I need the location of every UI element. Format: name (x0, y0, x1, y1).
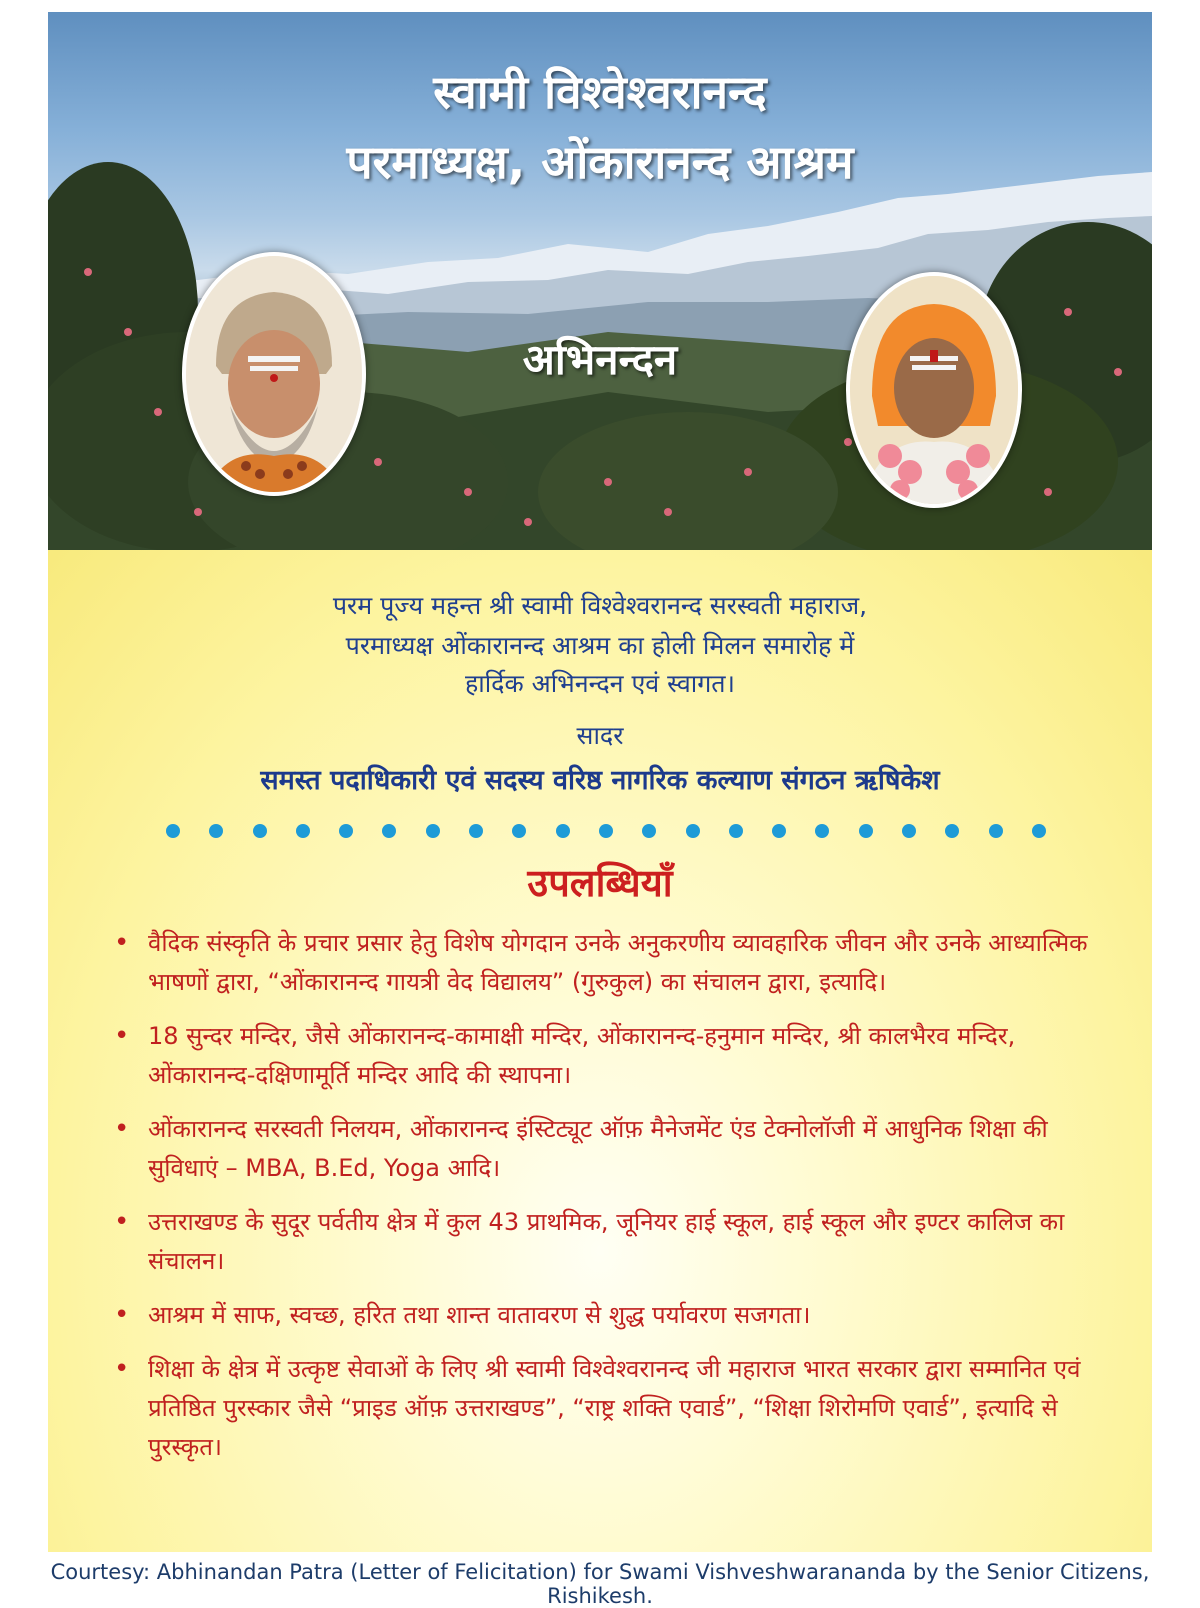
organization-name: समस्त पदाधिकारी एवं सदस्य वरिष्ठ नागरिक कल्याण संगठन ऋषिकेश (260, 765, 940, 796)
divider-dot (902, 824, 916, 838)
divider-dot (209, 824, 223, 838)
divider-dot (469, 824, 483, 838)
divider-dot (729, 824, 743, 838)
achievement-text: 18 सुन्दर मन्दिर, जैसे ओंकारानन्द-कामाक्षी मन्दिर, ओंकारानन्द-हनुमान मन्दिर, श्री कालभैरव मन्दिर, ओंकारानन्द-दक्षिणामूर्ति मन्दिर आदि की स्थापना। (148, 1022, 1016, 1089)
divider-dot (253, 824, 267, 838)
achievements-list (114, 924, 1104, 1482)
list-item (114, 924, 1104, 1002)
divider-dot (859, 824, 873, 838)
greeting-line-3: हार्दिक अभिनन्दन एवं स्वागत। (464, 669, 736, 698)
divider-dot (426, 824, 440, 838)
divider-dot (166, 824, 180, 838)
felicitation-card (48, 12, 1152, 1552)
dotted-divider (166, 824, 1046, 844)
divider-dot (556, 824, 570, 838)
divider-dot (339, 824, 353, 838)
divider-dot (642, 824, 656, 838)
divider-dot (512, 824, 526, 838)
divider-dot (382, 824, 396, 838)
bearded-swami-photo (186, 256, 362, 492)
portrait-swami-right (846, 272, 1022, 508)
divider-dot (815, 824, 829, 838)
banner-title-line1: स्वामी विश्वेश्वरानन्द (433, 65, 767, 119)
divider-dot (772, 824, 786, 838)
list-item (114, 1203, 1104, 1281)
mountain-banner (48, 12, 1152, 550)
list-item (114, 1350, 1104, 1467)
achievement-text: शिक्षा के क्षेत्र में उत्कृष्ट सेवाओं के लिए श्री स्वामी विश्वेश्वरानन्द जी महाराज भारत सरकार द्वारा सम्मानित एवं प्रतिष्ठित पुरस्कार जैसे “प्राइड ऑफ़ उत्तराखण्ड”, “राष्ट्र शक्ति एवार्ड”, “शिक्षा शिरोमणि एवार्ड”, इत्यादि से पुरस्कृत। (148, 1355, 1081, 1461)
portrait-swami-left (182, 252, 366, 496)
greeting-line-2: परमाध्यक्ष ओंकारानन्द आश्रम का होली मिलन समारोह में (345, 631, 855, 660)
sadar-text: सादर (576, 721, 624, 750)
abhinandan-heading: अभिनन्दन (522, 335, 678, 384)
courtesy-caption: Courtesy: Abhinandan Patra (Letter of Felicitation) for Swami Vishveshwarananda by the Senior Citizens, Rishikesh. (50, 1560, 1150, 1608)
divider-dot (989, 824, 1003, 838)
felicitation-body (48, 550, 1152, 1552)
divider-dot (1032, 824, 1046, 838)
bullet-icon: • (114, 928, 130, 958)
achievements-heading: उपलब्धियाँ (527, 861, 673, 905)
divider-dot (599, 824, 613, 838)
divider-dot (945, 824, 959, 838)
bullet-icon: • (114, 1114, 130, 1144)
list-item (114, 1296, 1104, 1335)
bullet-icon: • (114, 1300, 130, 1330)
bullet-icon: • (114, 1354, 130, 1384)
achievement-text: उत्तराखण्ड के सुदूर पर्वतीय क्षेत्र में कुल 43 प्राथमिक, जूनियर हाई स्कूल, हाई स्कूल और इण्टर कालिज का संचालन। (148, 1208, 1065, 1275)
bullet-icon: • (114, 1207, 130, 1237)
bullet-icon: • (114, 1021, 130, 1051)
banner-title-line2: परमाध्यक्ष, ओंकारानन्द आश्रम (346, 135, 854, 189)
greeting-line-1: परम पूज्य महन्त श्री स्वामी विश्वेश्वरानन्द सरस्वती महाराज, (332, 591, 868, 620)
achievement-text: आश्रम में साफ, स्वच्छ, हरित तथा शान्त वातावरण से शुद्ध पर्यावरण सजगता। (148, 1301, 811, 1329)
divider-dot (686, 824, 700, 838)
list-item (114, 1017, 1104, 1095)
divider-dot (296, 824, 310, 838)
achievement-text: ओंकारानन्द सरस्वती निलयम, ओंकारानन्द इंस्टिट्यूट ऑफ़ मैनेजमेंट एंड टेक्नोलॉजी में आधुनिक शिक्षा की सुविधाएं – MBA, B.Ed, Yoga आदि। (148, 1115, 1048, 1182)
saffron-swami-photo (850, 276, 1018, 504)
achievement-text: वैदिक संस्कृति के प्रचार प्रसार हेतु विशेष योगदान उनके अनुकरणीय व्यावहारिक जीवन और उनके आध्यात्मिक भाषणों द्वारा, “ओंकारानन्द गायत्री वेद विद्यालय” (गुरुकुल) का संचालन द्वारा, इत्यादि। (148, 929, 1088, 996)
list-item (114, 1110, 1104, 1188)
